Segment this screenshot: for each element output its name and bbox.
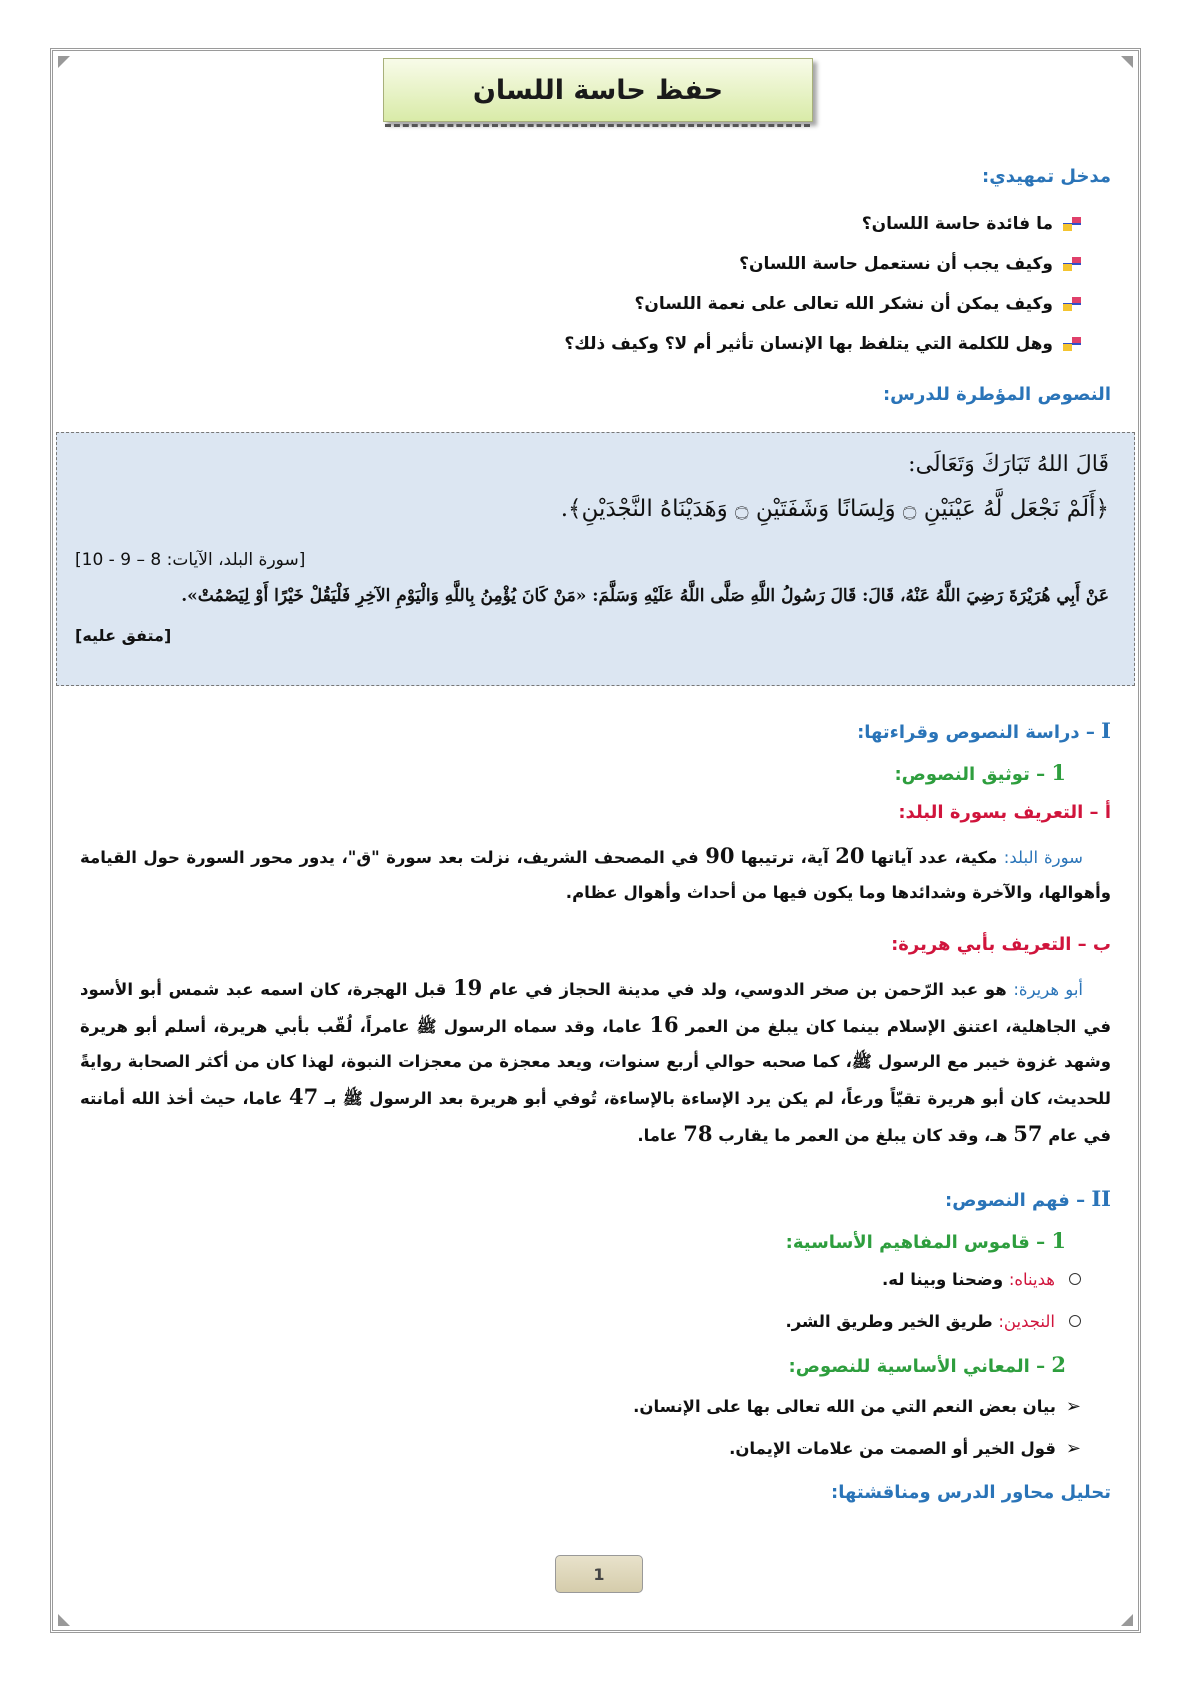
arrow-bullet-icon: ➢ (1065, 1396, 1081, 1417)
list-item: وكيف يجب أن نستعمل حاسة اللسان؟ (80, 244, 1081, 284)
analysis-heading: تحليل محاور الدرس ومناقشتها: (831, 1482, 1111, 1503)
intro-heading: مدخل تمهيدي: (982, 166, 1111, 187)
circle-bullet-icon (1069, 1315, 1081, 1327)
verse-intro: قَالَ اللهُ تَبَارَكَ وَتَعَالَى: (908, 452, 1109, 477)
intro-questions (80, 204, 1111, 364)
corner-ornament (58, 56, 70, 68)
section-2-heading: II – فهم النصوص: (945, 1186, 1111, 1211)
surah-heading: أ – التعريف بسورة البلد: (898, 802, 1111, 823)
flag-bullet-icon (1063, 257, 1081, 271)
texts-heading: النصوص المؤطرة للدرس: (882, 384, 1111, 405)
list-item: وكيف يمكن أن نشكر الله تعالى على نعمة اللسان؟ (80, 284, 1081, 324)
meaning-item: ➢قول الخير أو الصمت من علامات الإيمان. (729, 1438, 1081, 1459)
circle-bullet-icon (1069, 1273, 1081, 1285)
corner-ornament (58, 1614, 70, 1626)
corner-ornament (1121, 1614, 1133, 1626)
abu-hurayra-heading: ب – التعريف بأبي هريرة: (891, 934, 1111, 955)
section-1-sub-heading: 1 – توثيق النصوص: (894, 760, 1066, 785)
flag-bullet-icon (1063, 297, 1081, 311)
term-item: النجدين: طريق الخير وطريق الشر. (785, 1312, 1081, 1331)
term-item: هديناه: وضحنا وبينا له. (882, 1270, 1081, 1289)
page-title: حفظ حاسة اللسان (383, 58, 813, 122)
list-item: ما فائدة حاسة اللسان؟ (80, 204, 1081, 244)
section-1-heading: I – دراسة النصوص وقراءتها: (857, 718, 1111, 743)
hadith-text: عَنْ أَبِي هُرَيْرَةَ رَضِيَ اللَّهُ عَنْهُ، قَالَ: قَالَ رَسُولُ اللَّهِ صَلَّى اللَّهُ عَلَيْهِ وَسَلَّمَ: «مَنْ كَانَ يُؤْمِنُ بِاللَّهِ وَالْيَوْمِ الآخِرِ فَلْيَقُلْ خَيْرًا أَوْ لِيَصْمُتْ». (181, 586, 1109, 606)
abu-hurayra-paragraph: أبو هريرة: هو عبد الرّحمن بن صخر الدوسي، ولد في مدينة الحجاز في عام 19 قبل الهجرة، كان اسمه عبد شمس أبو الأسود في الجاهلية، اعتنق الإسلام بينما كان يبلغ من العمر 16 عاما، وقد سماه الرسول ﷺ عامراً، لُقّب بأبي هريرة، أسلم أبو هريرة وشهد غزوة خيبر مع الرسول ﷺ، كما صحبه حوالي أربع سنوات، ويعد معجزة من معجزات النبوة، لهذا كان من أكثر الصحابة روايةً للحديث، كان أبو هريرة تقيّاً ورعاً، لم يكن يرد الإساءة بالإساءة، تُوفي أبو هريرة بعد الرسول ﷺ بـ 47 عاما، حيث أخذ الله أمانته في عام 57 هـ، وقد كان يبلغ من العمر ما يقارب 78 عاما. (80, 975, 1111, 1146)
flag-bullet-icon (1063, 217, 1081, 231)
title-underline (385, 124, 810, 127)
surah-paragraph: سورة البلد: مكية، عدد آياتها 20 آية، ترتيبها 90 في المصحف الشريف، نزلت بعد سورة "ق"، يدور محور السورة حول القيامة وأهوالها، والآخرة وشدائدها وما يكون فيها من أحداث وأهوال عظام. (80, 843, 1111, 902)
verse-reference: [سورة البلد، الآيات: 8 – 9 - 10] (75, 550, 306, 570)
concepts-heading: 1 – قاموس المفاهيم الأساسية: (785, 1228, 1066, 1253)
meaning-item: ➢بيان بعض النعم التي من الله تعالى بها على الإنسان. (633, 1396, 1081, 1417)
page-number: 1 (555, 1555, 643, 1593)
meanings-heading: 2 – المعاني الأساسية للنصوص: (788, 1352, 1066, 1377)
arrow-bullet-icon: ➢ (1065, 1438, 1081, 1459)
flag-bullet-icon (1063, 337, 1081, 351)
corner-ornament (1121, 56, 1133, 68)
list-item: وهل للكلمة التي يتلفظ بها الإنسان تأثير أم لا؟ وكيف ذلك؟ (80, 324, 1081, 364)
hadith-reference: [متفق عليه] (75, 626, 172, 645)
quran-verse: ﴿أَلَمْ نَجْعَل لَّهُ عَيْنَيْنِ ۝ وَلِسَانًا وَشَفَتَيْنِ ۝ وَهَدَيْنَاهُ النَّجْدَيْنِ﴾. (560, 496, 1109, 522)
